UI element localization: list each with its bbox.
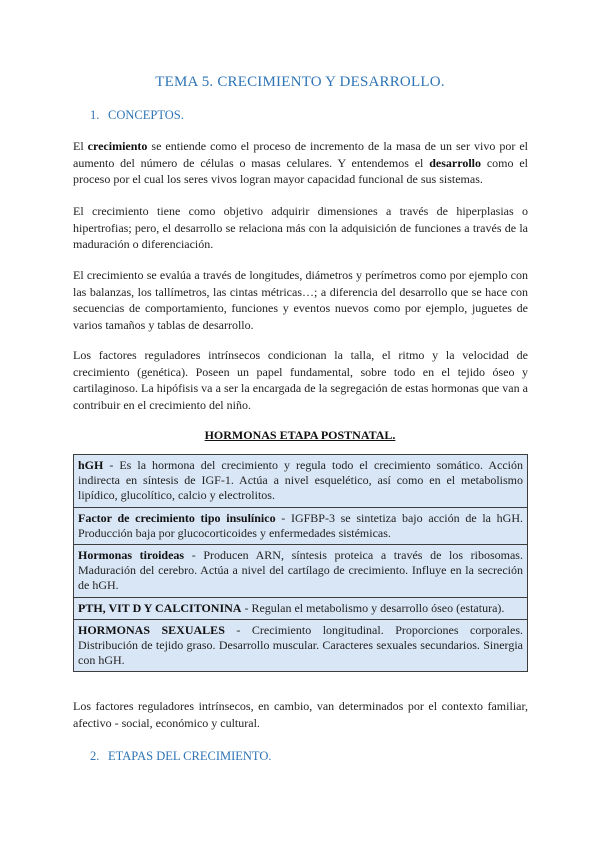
hormone-description: - Crecimiento longitudinal. Proporciones corporales. Distribución de tejido graso. Desarrollo muscular. Caracteres sexuales secundarios. Sinergia con hGH. [78, 622, 524, 668]
table-row [74, 545, 528, 598]
hormone-name: Hormonas tiroideas [78, 548, 185, 563]
hormone-name: hGH [78, 458, 104, 472]
page-title: TEMA 5. CRECIMIENTO Y DESARROLLO. [155, 74, 445, 90]
hormone-name: Factor de crecimiento tipo insulínico [78, 510, 276, 525]
term-desarrollo: desarrollo [429, 155, 481, 170]
table-row [74, 455, 528, 508]
paragraph-intrinsic-factors: Los factores reguladores intrínsecos condicionan la talla, el ritmo y la velocidad de crecimiento (genética). Poseen un papel fundamental, sobre todo en el tejido óseo y cartilaginoso. La hipófisis va a ser la encargada de la segregación de estas hormonas que van a contribuir en el crecimiento del niño. [73, 348, 528, 412]
hormone-cell-pth [74, 597, 528, 619]
hormone-description: - IGFBP-3 se sintetiza bajo acción de la hGH. Producción baja por glucocorticoides y enfermedades sistémicas. [78, 510, 523, 540]
section-label: ETAPAS DEL CRECIMIENTO. [108, 749, 272, 763]
text-run: como el proceso por el cual los seres vivos logran mayor capacidad funcional de sus sistemas. [73, 155, 528, 187]
table-row [74, 619, 528, 672]
hormone-cell-sexual [74, 619, 528, 672]
hormone-cell-thyroid [74, 545, 528, 598]
section-number: 1. [90, 108, 100, 122]
text-run: El [73, 139, 88, 153]
hormone-cell-hgh [74, 455, 528, 508]
text-run: se entiende como el proceso de incremento de la masa de un ser vivo por el aumento del número de células o masas celulares. Y entendemos el [73, 139, 528, 170]
paragraph-extrinsic-factors: Los factores reguladores intrínsecos, en cambio, van determinados por el contexto familiar, afectivo - social, económico y cultural. [73, 699, 528, 730]
paragraph-evaluation: El crecimiento se evalúa a través de longitudes, diámetros y perímetros como por ejemplo con las balanzas, los tallímetros, las cintas métricas…; a diferencia del desarrollo que se hace con secuencias de comportamiento, funciones y eventos nuevos como por ejemplo, juguetes de varios tamaños y tablas de desarrollo. [73, 268, 528, 332]
table-row [74, 597, 528, 619]
section-number: 2. [90, 749, 100, 763]
paragraph-objectives: El crecimiento tiene como objetivo adquirir dimensiones a través de hiperplasias o hipertrofias; pero, el desarrollo se relaciona más con la adquisición de funciones a través de la maduración o diferenciación. [73, 204, 528, 252]
paragraph-definitions [73, 138, 528, 188]
table-row [74, 507, 528, 544]
hormone-name: PTH, VIT D Y CALCITONINA [78, 600, 242, 615]
hormone-description: - Regulan el metabolismo y desarrollo óseo (estatura). [241, 600, 505, 615]
hormone-description: - Producen ARN, síntesis proteica a través de los ribosomas. Maduración del cerebro. Actúa a nivel del cartílago de crecimiento. Influye en la secreción de hGH. [78, 548, 523, 593]
hormone-name: HORMONAS SEXUALES [78, 622, 225, 637]
term-crecimiento: crecimiento [87, 139, 148, 153]
hormones-table [73, 454, 528, 672]
section-heading-etapas [90, 749, 271, 764]
hormone-description: - Es la hormona del crecimiento y regula todo el crecimiento somático. Acción indirecta en síntesis de IGF-1. Actúa a nivel esquelético, así como en el metabolismo lipídico, glucolítico, calcio y electrolitos. [78, 458, 523, 503]
section-heading-conceptos [90, 108, 184, 123]
hormones-subtitle: HORMONAS ETAPA POSTNATAL. [204, 428, 396, 442]
hormone-cell-igf [74, 507, 528, 544]
section-label: CONCEPTOS. [108, 108, 184, 122]
